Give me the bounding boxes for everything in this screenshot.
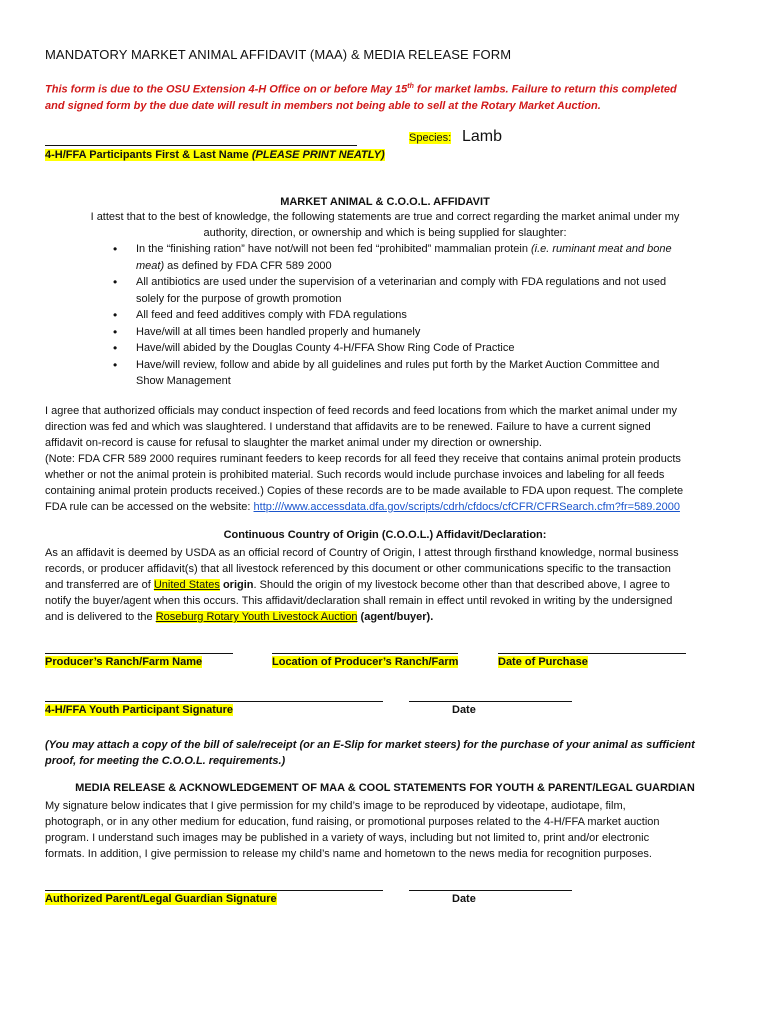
youth-signature-field[interactable]	[45, 701, 383, 702]
purchase-date-field[interactable]	[498, 653, 686, 654]
inspection-paragraph: I agree that authorized officials may conduct inspection of feed records and feed locations from which the market animal under my direction was fed and which was slaughtered. I understand that affidavits are to be renewed. Failure to have a current signed affidavit on-record is cause for refusal to slaughter the market animal under my direction or ownership. (Note: FDA CFR 589 2000 requires ruminant feeders to keep records for all feed they receive that contains animal protein products whether or not the animal protein is prohibited material. Such records would include purchase invoices and labeling for all feeds containing animal protein products received.) Copies of these records are to be made available to FDA upon request. The complete FDA rule can be accessed on the website: http:///www.accessdata.dfa.gov/scripts/cdrh/cfdocs/cfCFR/CFRSearch.cfm?fr=589.2000	[45, 405, 684, 513]
youth-date-label: Date	[452, 704, 476, 716]
ranch-name-field[interactable]	[45, 653, 233, 654]
parent-signature-label: Authorized Parent/Legal Guardian Signature	[45, 893, 277, 905]
cool-heading: Continuous Country of Origin (C.O.O.L.) Affidavit/Declaration:	[223, 529, 547, 541]
statement-item: • All feed and feed additives comply with FDA regulations	[113, 307, 703, 324]
affidavit-heading: MARKET ANIMAL & C.O.O.L. AFFIDAVIT	[280, 196, 490, 208]
species-value: Lamb	[462, 128, 503, 145]
parent-date-field[interactable]	[409, 890, 572, 891]
affidavit-intro-line-2: authority, direction, or ownership and which is being supplied for slaughter:	[203, 227, 567, 239]
youth-signature-label: 4-H/FFA Youth Participant Signature	[45, 704, 234, 716]
statement-item: • Have/will abided by the Douglas County 4-H/FFA Show Ring Code of Practice	[113, 340, 703, 357]
due-notice-line-2: and signed form by the due date will result in members not being able to sell at the Rotary Market Auction.	[45, 100, 601, 112]
due-notice-line-1: This form is due to the OSU Extension 4-H Office on or before May 15th for market lambs. Failure to return this completed	[45, 83, 677, 96]
auction-name: Roseburg Rotary Youth Livestock Auction	[155, 611, 358, 623]
media-release-paragraph: My signature below indicates that I give permission for my child’s image to be reproduced by videotape, audiotape, film, photograph, or in any other medium for education, fund raising, or promotional purposes related to the 4-H/FFA market auction program. I understand such images may be published in a variety of ways, including but not limited to, print and/or electronic formats. In addition, I give permission to release my child’s name and hometown to the news media for recognition purposes.	[45, 800, 660, 860]
purchase-date-label: Date of Purchase	[498, 656, 588, 668]
statement-item: • Have/will at all times been handled properly and humanely	[113, 324, 703, 341]
participant-name-field[interactable]	[45, 145, 357, 146]
statement-item: • In the “finishing ration” have not/will not been fed “prohibited” mammalian protein (i.e. ruminant meat and bone meat) as defined by FDA CFR 589 2000	[113, 241, 703, 274]
bill-of-sale-note: (You may attach a copy of the bill of sale/receipt (or an E-Slip for market steers) for the purchase of your animal as sufficient proof, for meeting the C.O.O.L. requirements.)	[45, 739, 695, 767]
participant-name-label: 4-H/FFA Participants First & Last Name (PLEASE PRINT NEATLY)	[45, 149, 385, 161]
ranch-location-label: Location of Producer’s Ranch/Farm	[272, 656, 459, 668]
cool-paragraph: As an affidavit is deemed by USDA as an official record of Country of Origin, I attest through firsthand knowledge, normal business records, or producer affidavit(s) that all livestock referenced by this document or other communications specific to the transaction and transferred are of United States origin. Should the origin of my livestock become other than that described above, I agree to notify the buyer/agent when this occurs. This affidavit/declaration shall remain in effect until revoked in writing by the undersigned and is delivered to the Roseburg Rotary Youth Livestock Auction (agent/buyer).	[45, 547, 679, 623]
media-release-heading: MEDIA RELEASE & ACKNOWLEDGEMENT OF MAA & COOL STATEMENTS FOR YOUTH & PARENT/LEGAL GUARDIAN	[75, 782, 695, 794]
parent-date-label: Date	[452, 893, 476, 905]
origin-country: United States	[153, 579, 220, 591]
fda-rule-link[interactable]: http:///www.accessdata.dfa.gov/scripts/cdrh/cfdocs/cfCFR/CFRSearch.cfm?fr=589.2000	[253, 501, 680, 513]
species-label: Species:	[409, 132, 452, 144]
parent-signature-field[interactable]	[45, 890, 383, 891]
affidavit-statements	[113, 241, 703, 390]
ranch-name-label: Producer’s Ranch/Farm Name	[45, 656, 203, 668]
affidavit-intro-line-1: I attest that to the best of knowledge, the following statements are true and correct regarding the market animal under my	[90, 211, 680, 223]
ranch-location-field[interactable]	[272, 653, 458, 654]
statement-item: • Have/will review, follow and abide by all guidelines and rules put forth by the Market Auction Committee and Show Management	[113, 357, 703, 390]
youth-date-field[interactable]	[409, 701, 572, 702]
statement-item: • All antibiotics are used under the supervision of a veterinarian and comply with FDA regulations and not used solely for the purpose of growth promotion	[113, 274, 703, 307]
page-title: MANDATORY MARKET ANIMAL AFFIDAVIT (MAA) & MEDIA RELEASE FORM	[45, 47, 512, 62]
